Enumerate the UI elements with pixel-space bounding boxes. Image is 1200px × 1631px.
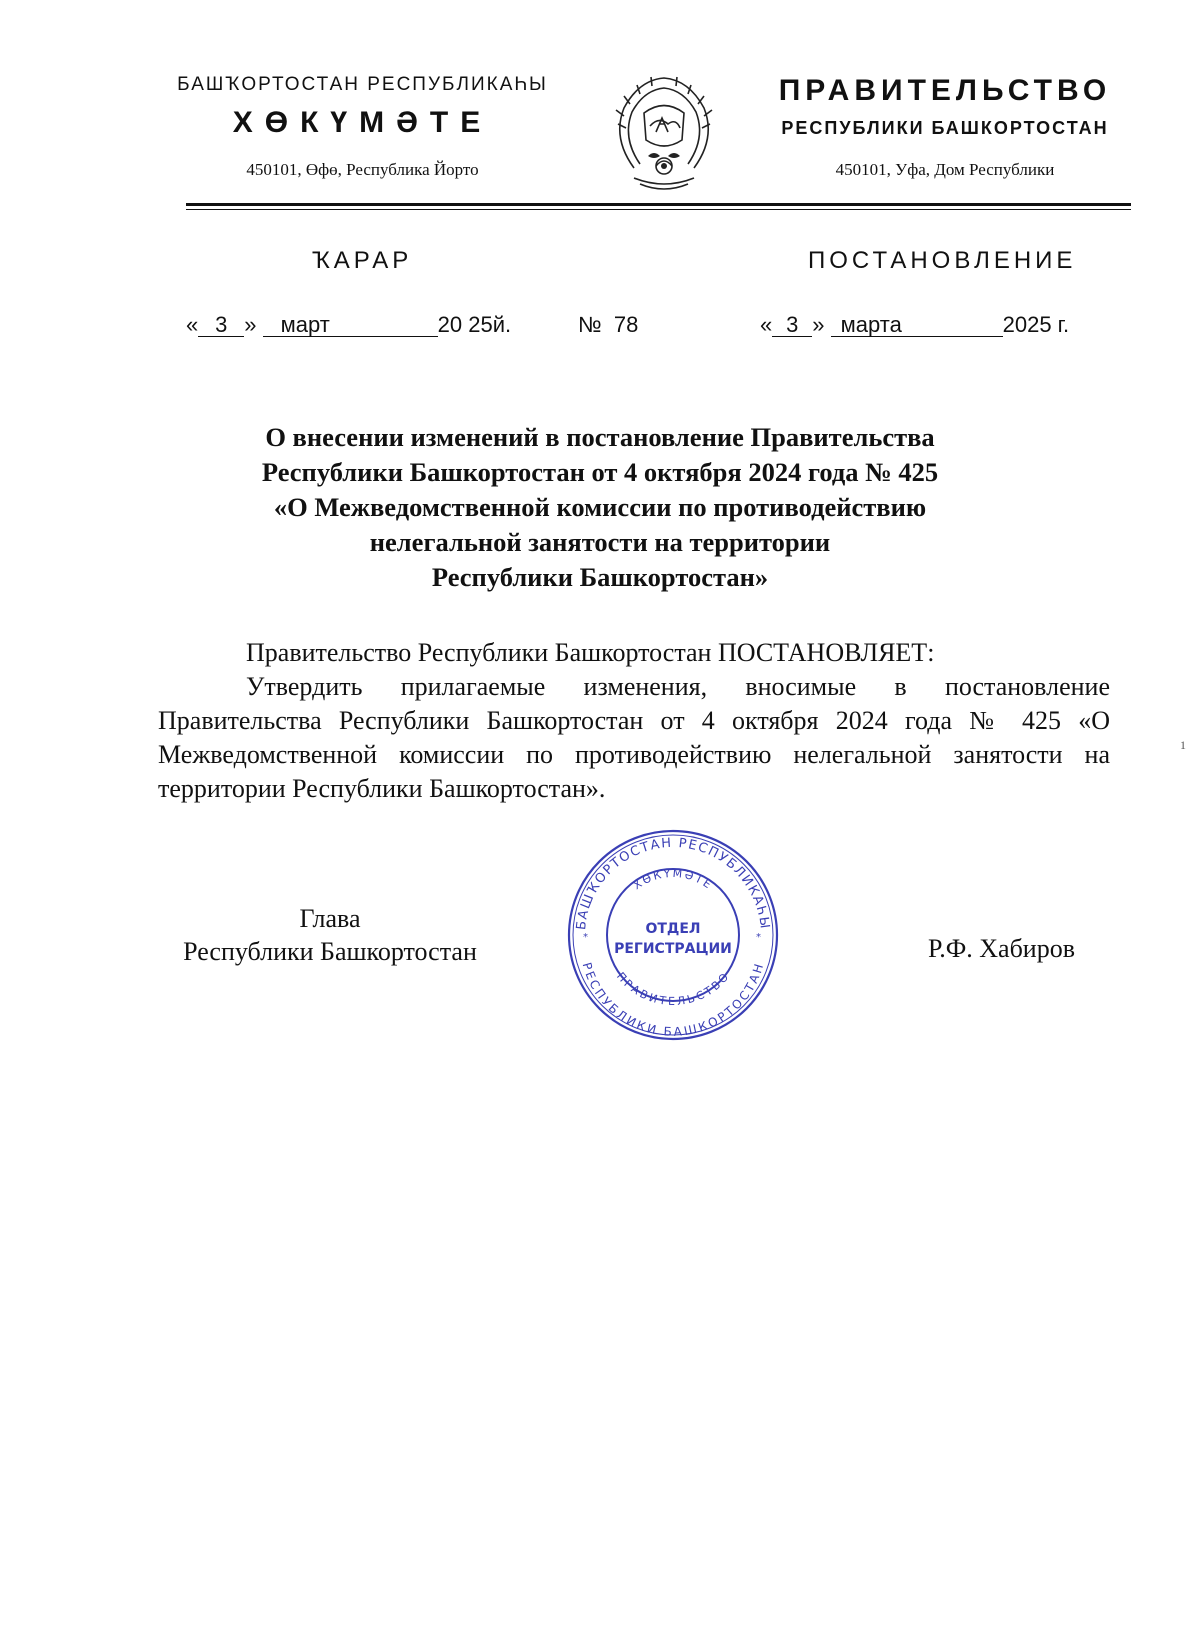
stamp-center-line2: РЕГИСТРАЦИИ [614, 941, 732, 957]
title-line: О внесении изменений в постановление Правительства [265, 422, 935, 452]
date-ba-open-quote: « [186, 312, 199, 337]
header-ru-address: 450101, Уфа, Дом Республики [835, 160, 1055, 179]
header-ba-republic: БАШҠОРТОСТАН РЕСПУБЛИКАҺЫ [177, 74, 548, 95]
document-number [578, 312, 638, 338]
date-ba [186, 312, 511, 338]
stamp-star-icon: * [583, 932, 588, 943]
header-rule-thin [186, 209, 1131, 210]
doc-type-ba: ҠАРАР [312, 247, 413, 274]
date-ba-close-quote: » [244, 312, 257, 337]
date-ba-day: 3 [198, 314, 244, 337]
stamp-inner-top: ХӨКҮМӘТЕ [630, 866, 716, 893]
signature-position [150, 902, 510, 968]
date-ru-close-quote: » [812, 312, 825, 337]
coat-of-arms-emblem-icon [604, 68, 724, 198]
date-ru-open-quote: « [760, 312, 773, 337]
number-value: 78 [613, 312, 639, 337]
doc-type-ru: ПОСТАНОВЛЕНИЕ [808, 247, 1077, 274]
registration-stamp [563, 825, 783, 1045]
stamp-outer-bottom: РЕСПУБЛИКИ БАШКОРТОСТАН [579, 960, 767, 1039]
header-ru-government: ПРАВИТЕЛЬСТВО [778, 74, 1112, 107]
document-title [150, 420, 1050, 595]
date-ru-month: марта [831, 314, 1003, 337]
body-paragraph: Утвердить прилагаемые изменения, вносимые в постановление Правительства Республики Башкортостан от 4 октября 2024 года № 425 «О Межведомственной комиссии по противодействию нелегальной занятости на территории Республики Башкортостан». [158, 672, 1110, 803]
date-ru-day: 3 [772, 314, 812, 337]
title-line: нелегальной занятости на территории [369, 527, 831, 557]
date-ba-year-suffix: 25й. [468, 312, 512, 337]
margin-mark: 1 [1180, 738, 1186, 752]
header-ba-address: 450101, Өфө, Республика Йорто [246, 160, 479, 179]
title-line: Республики Башкортостан от 4 октября 2024 года № 425 [261, 457, 939, 487]
body-intro: Правительство Республики Башкортостан ПОСТАНОВЛЯЕТ: [246, 638, 935, 667]
stamp-star-icon: * [756, 932, 761, 943]
date-ba-month: март [263, 314, 438, 337]
signature-position-line1: Глава [299, 904, 361, 933]
title-line: «О Межведомственной комиссии по противодействию [273, 492, 927, 522]
title-line: Республики Башкортостан» [431, 562, 769, 592]
stamp-center-line1: ОТДЕЛ [645, 921, 701, 937]
stamp-inner-bottom: ПРАВИТЕЛЬСТВО [613, 969, 733, 1009]
date-ba-year-prefix: 20 [437, 312, 463, 337]
date-ru [760, 312, 1069, 338]
header-ba-government: ХӨКҮМӘТЕ [232, 106, 493, 139]
number-sign: № [578, 312, 602, 337]
stamp-outer-top: БАШҠОРТОСТАН РЕСПУБЛИКАҺЫ [574, 835, 773, 931]
header-rule-thick [186, 203, 1131, 206]
signature-position-line2: Республики Башкортостан [183, 937, 477, 966]
date-ru-year: 2025 г. [1002, 312, 1070, 337]
header-ru-republic: РЕСПУБЛИКИ БАШКОРТОСТАН [781, 118, 1109, 138]
signature-name: Р.Ф. Хабиров [928, 934, 1075, 963]
